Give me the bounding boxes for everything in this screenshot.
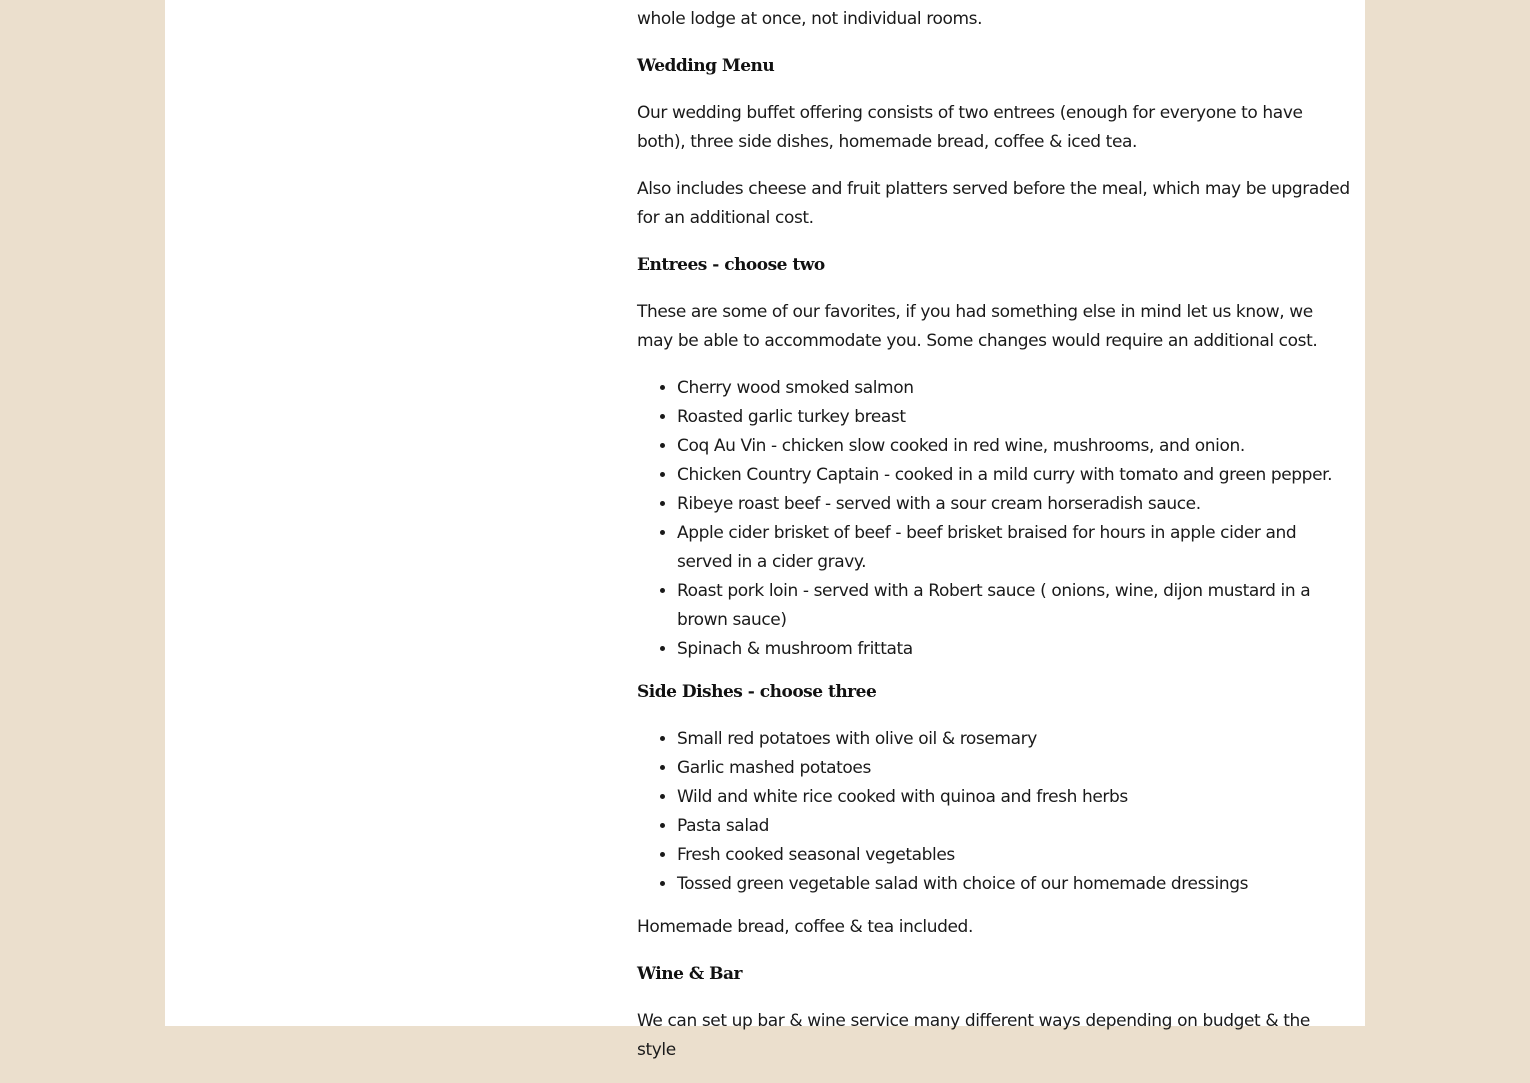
wedding-menu-platters: Also includes cheese and fruit platters served before the meal, which may be upgraded for an additional cost. — [637, 179, 1350, 228]
list-item: • Spinach & mushroom frittata — [677, 635, 1353, 664]
list-item: • Roasted garlic turkey breast — [677, 403, 1353, 432]
list-item: • Chicken Country Captain - cooked in a mild curry with tomato and green pepper. — [677, 461, 1353, 490]
main-content — [637, 0, 1353, 1083]
list-item: • Roast pork loin - served with a Robert sauce ( onions, wine, dijon mustard in a brown sauce) — [677, 577, 1353, 635]
list-item: • Pasta salad — [677, 812, 1353, 841]
list-item: • Tossed green vegetable salad with choice of our homemade dressings — [677, 870, 1353, 899]
list-item: • Ribeye roast beef - served with a sour cream horseradish sauce. — [677, 490, 1353, 519]
list-item: • Coq Au Vin - chicken slow cooked in red wine, mushrooms, and onion. — [677, 432, 1353, 461]
wedding-menu-description: Our wedding buffet offering consists of two entrees (enough for everyone to have both), three side dishes, homemade bread, coffee & iced tea. — [637, 103, 1303, 152]
entrees-heading: Entrees - choose two — [637, 255, 825, 275]
side-dishes-heading: Side Dishes - choose three — [637, 682, 877, 702]
wine-bar-heading: Wine & Bar — [637, 964, 742, 984]
list-item: • Small red potatoes with olive oil & rosemary — [677, 725, 1353, 754]
list-item: • Wild and white rice cooked with quinoa and fresh herbs — [677, 783, 1353, 812]
list-item: • Fresh cooked seasonal vegetables — [677, 841, 1353, 870]
list-item: • Cherry wood smoked salmon — [677, 374, 1353, 403]
entrees-description: These are some of our favorites, if you had something else in mind let us know, we may be able to accommodate you. Some changes would require an additional cost. — [637, 302, 1318, 351]
wedding-menu-heading: Wedding Menu — [637, 56, 775, 76]
list-item: • Garlic mashed potatoes — [677, 754, 1353, 783]
page-container — [165, 0, 1365, 1060]
lodge-rental-text — [637, 0, 1353, 34]
entrees-list — [637, 374, 1353, 664]
lodge-rental-line: whole lodge at once, not individual rooms. — [637, 9, 983, 29]
list-item: • Apple cider brisket of beef - beef brisket braised for hours in apple cider and served in a cider gravy. — [677, 519, 1353, 577]
side-dishes-included: Homemade bread, coffee & tea included. — [637, 917, 973, 937]
side-dishes-list — [637, 725, 1353, 899]
wine-bar-description: We can set up bar & wine service many different ways depending on budget & the style — [637, 1011, 1310, 1060]
